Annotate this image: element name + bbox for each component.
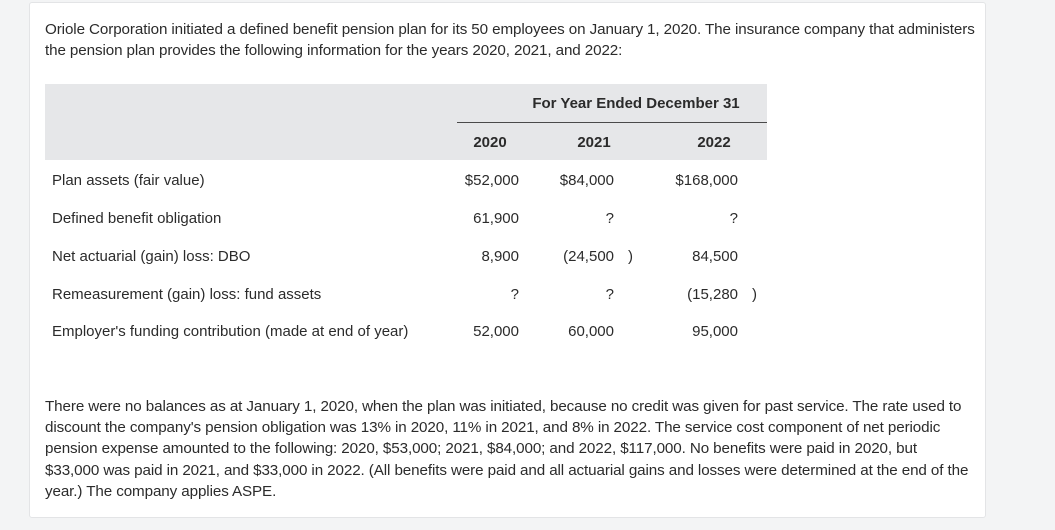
- row-label: Net actuarial (gain) loss: DBO: [52, 248, 251, 265]
- cell-2020: $52,000: [464, 172, 519, 189]
- close-paren: ): [628, 248, 633, 265]
- intro-paragraph: Oriole Corporation initiated a defined benefit pension plan for its 50 employees on January 1, 2020. The insurance company that administers the pension plan provides the following information for the years 2020, 2021, and 2022:: [45, 21, 975, 59]
- column-header-2022: 2022: [697, 134, 731, 151]
- column-header-2020: 2020: [473, 134, 507, 151]
- problem-card: [29, 2, 986, 518]
- cell-2022: (15,280: [687, 286, 738, 303]
- close-paren: ): [752, 286, 757, 303]
- cell-2020: 61,900: [473, 210, 519, 227]
- outro-paragraph: There were no balances as at January 1, 2020, when the plan was initiated, because no credit was given for past service. The rate used to discount the company's pension obligation was 13% in 2020, 11% in 2021, and 8% in 2022. The service cost component of net periodic pension expense amounted to the following: 2020, $53,000; 2021, $84,000; and 2022, $117,000. No benefits were paid in 2020, but $33,000 was paid in 2021, and $33,000 in 2022. (All benefits were paid and all actuarial gains and losses were determined at the end of the year.) The company applies ASPE.: [45, 398, 969, 500]
- cell-2022: $168,000: [675, 172, 738, 189]
- cell-2021: 60,000: [568, 323, 614, 340]
- column-header-2021: 2021: [577, 134, 611, 151]
- cell-2021: ?: [605, 286, 614, 303]
- period-header-rule: [457, 122, 767, 123]
- cell-2022: 84,500: [692, 248, 738, 265]
- row-label: Remeasurement (gain) loss: fund assets: [52, 286, 322, 303]
- cell-2022: 95,000: [692, 323, 738, 340]
- cell-2020: ?: [510, 286, 519, 303]
- row-label: Plan assets (fair value): [52, 172, 205, 189]
- cell-2021: $84,000: [559, 172, 614, 189]
- cell-2021: ?: [605, 210, 614, 227]
- period-header: For Year Ended December 31: [532, 95, 740, 112]
- cell-2022: ?: [729, 210, 738, 227]
- row-label: Defined benefit obligation: [52, 210, 222, 227]
- row-label: Employer's funding contribution (made at end of year): [52, 323, 409, 340]
- cell-2020: 52,000: [473, 323, 519, 340]
- cell-2021: (24,500: [563, 248, 614, 265]
- cell-2020: 8,900: [481, 248, 519, 265]
